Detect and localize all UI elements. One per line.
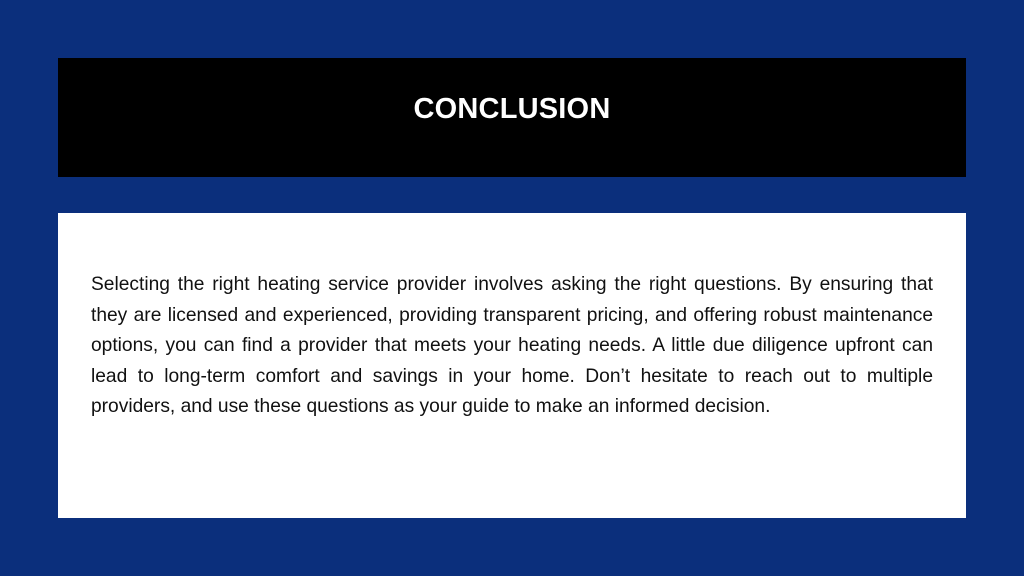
body-paragraph: Selecting the right heating service provider involves asking the right questions. By ensuring that they are licensed and experienced, providing transparent pricing, and offering robust maintenance options, you can find a provider that meets your heating needs. A little due diligence upfront can lead to long-term comfort and savings in your home. Don’t hesitate to reach out to multiple providers, and use these questions as your guide to make an informed decision.: [91, 274, 933, 417]
title-bar: [58, 58, 966, 177]
slide-title: CONCLUSION: [413, 93, 611, 125]
content-box: [58, 213, 966, 518]
